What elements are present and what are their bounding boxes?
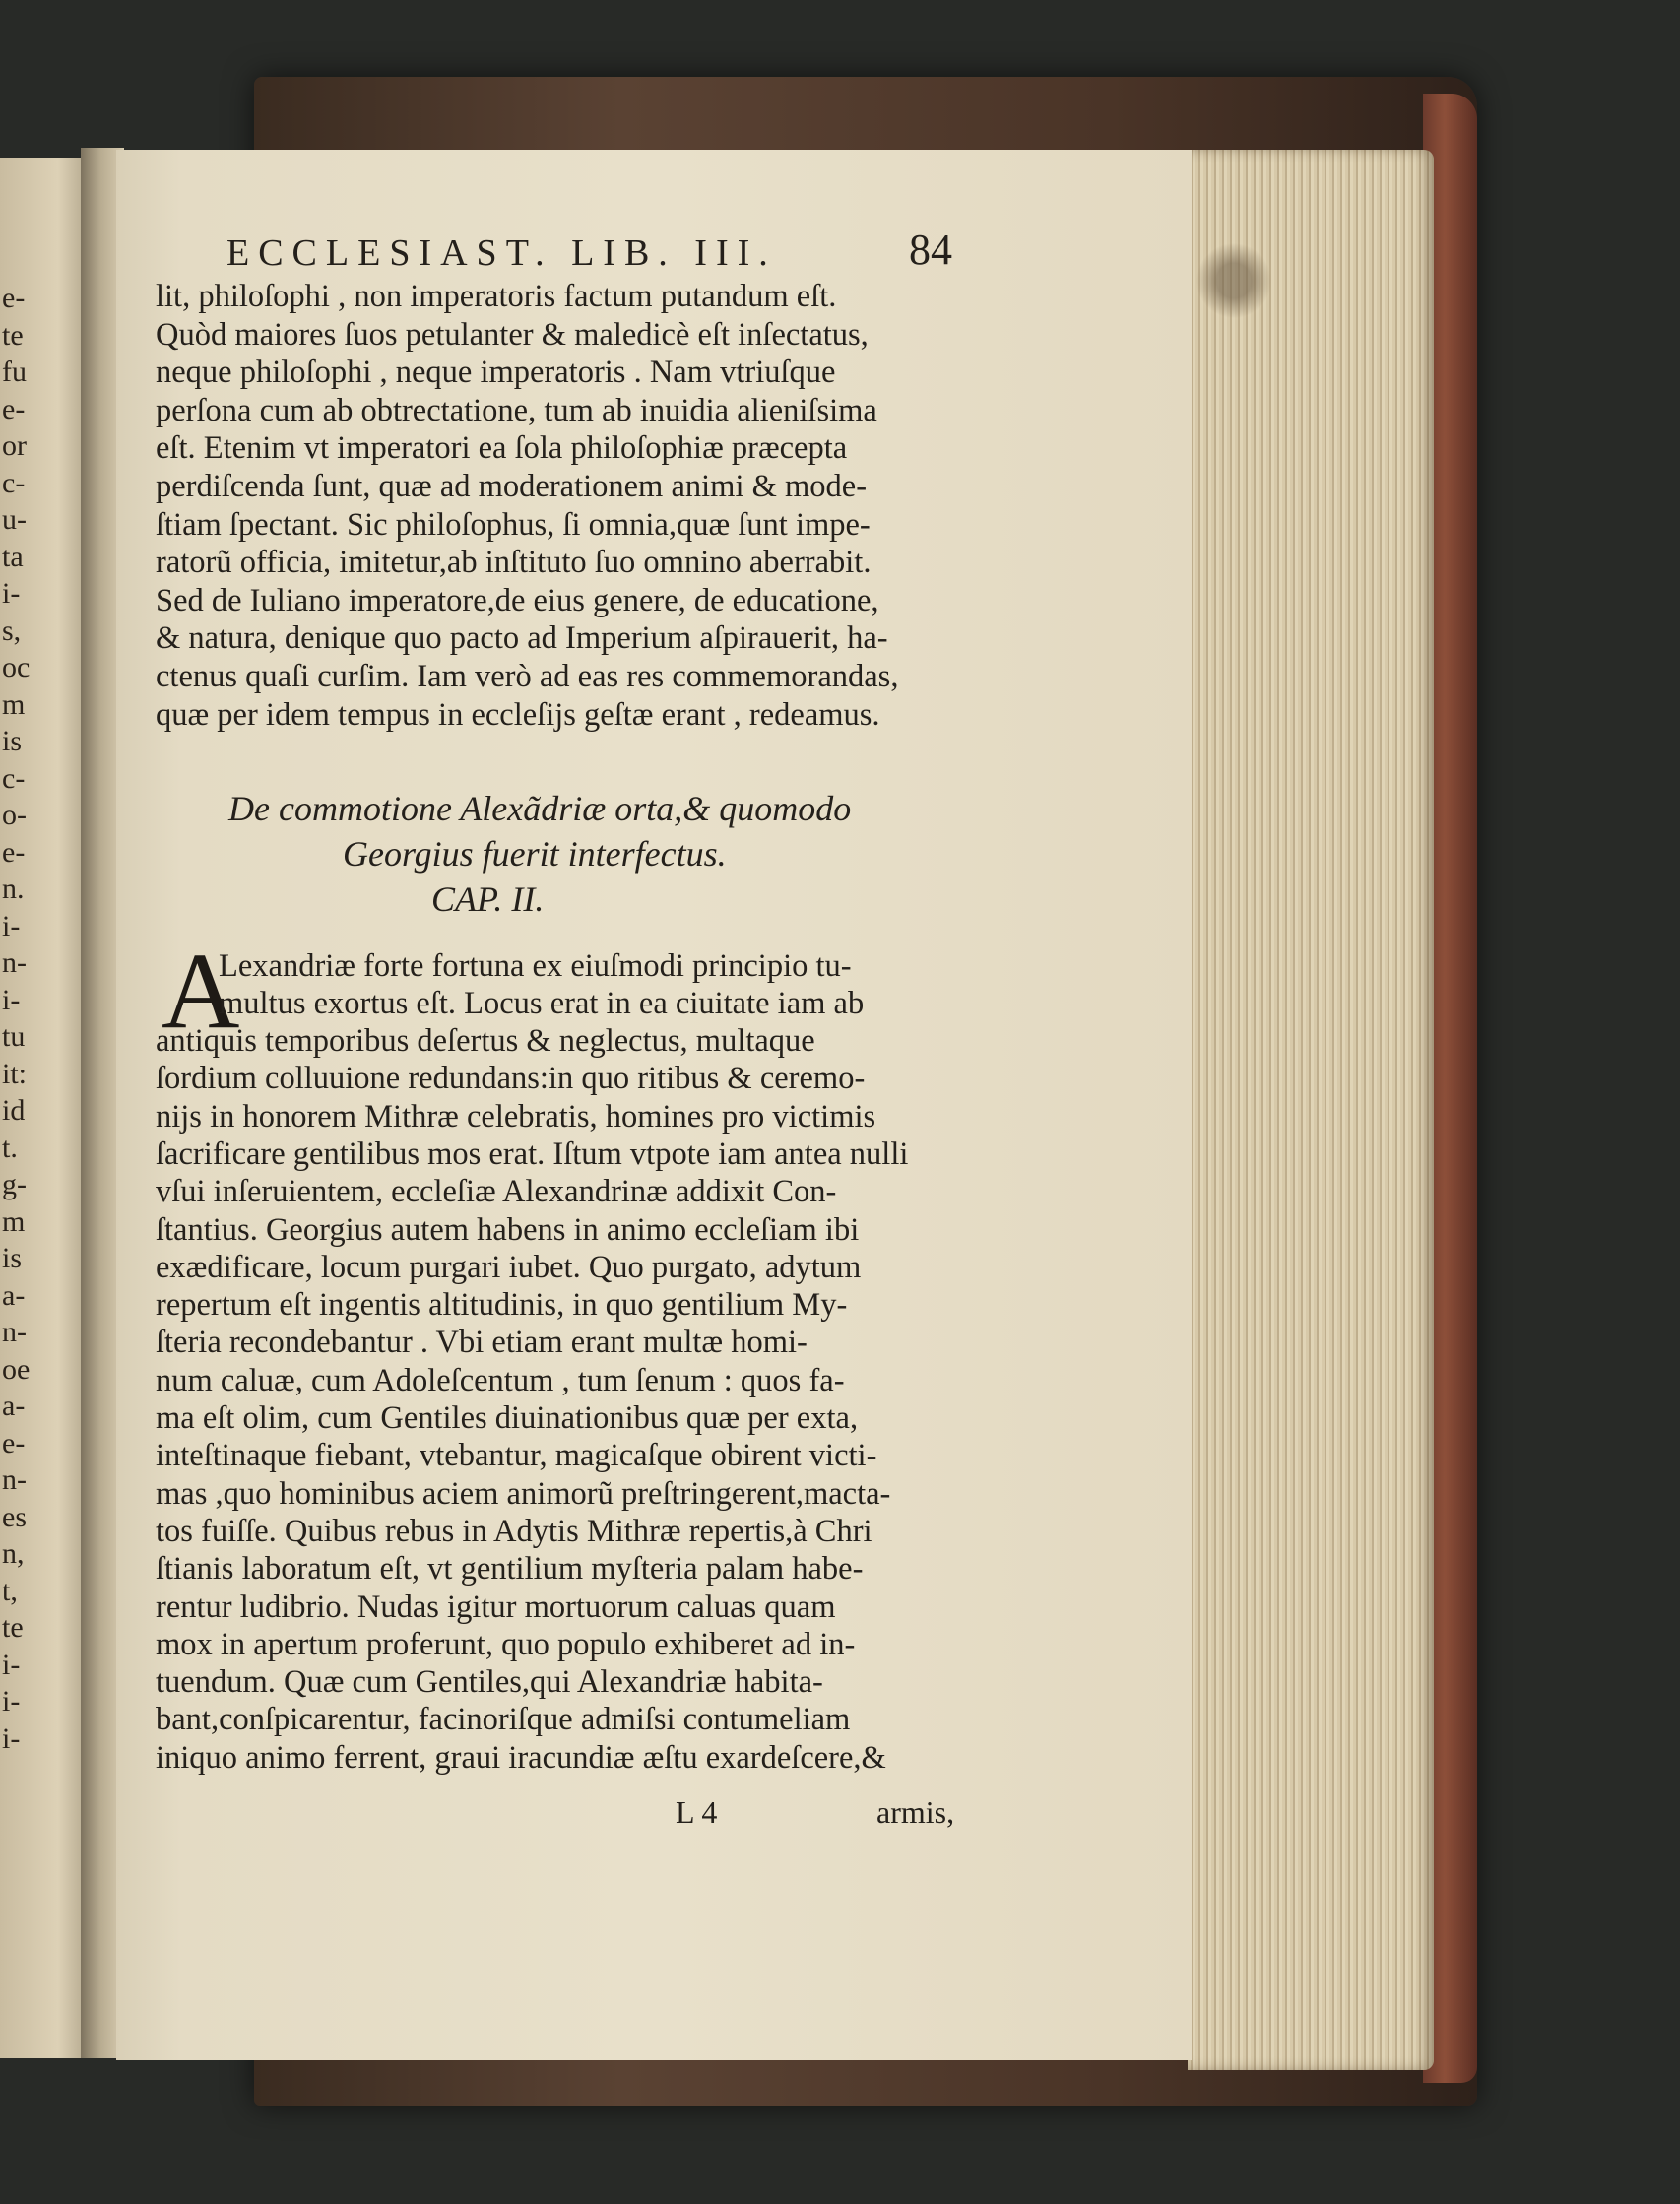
left-page-fragment: t, (2, 1574, 18, 1607)
body-line: ſordium colluuione redundans:in quo ritibus & ceremo- (156, 1061, 866, 1097)
body-line: repertum eſt ingentis altitudinis, in quo gentilium My- (156, 1287, 848, 1324)
body-line: neque philoſophi , neque imperatoris . Nam vtriuſque (156, 355, 836, 391)
left-page-fragment: m (2, 687, 26, 721)
left-page-fragment: ta (2, 540, 24, 573)
left-page-fragment: e- (2, 392, 26, 425)
drop-cap: A (162, 931, 240, 1051)
left-page-fragment: te (2, 1611, 24, 1644)
left-page-fragment: a- (2, 1390, 26, 1422)
left-page-fragment: i- (2, 1721, 21, 1755)
body-line: ctenus quaſi curſim. Iam verò ad eas res commemorandas, (156, 659, 899, 694)
body-line: ſtianis laboratum eſt, vt gentilium myſteria palam habe- (156, 1551, 864, 1588)
left-page-fragment: i- (2, 909, 21, 942)
body-line: inteſtinaque fiebant, vtebantur, magicaſque obirent victi- (156, 1438, 877, 1474)
body-line: tuendum. Quæ cum Gentiles,qui Alexandriæ habita- (156, 1664, 823, 1701)
edge-stain (1190, 236, 1278, 325)
left-page-fragment: i- (2, 1685, 21, 1718)
left-page-fragment: fu (2, 356, 27, 388)
left-page-fragment: s, (2, 614, 22, 647)
left-page-fragment: e- (2, 835, 26, 869)
left-page-fragment: n- (2, 1463, 27, 1496)
body-line: vſui inſeruientem, eccleſiæ Alexandrinæ addixit Con- (156, 1174, 837, 1210)
paragraph-2-line-2: multus exortus eſt. Locus erat in ea ciuitate iam ab (219, 986, 865, 1021)
left-page-fragment: u- (2, 503, 27, 536)
left-page-fragment: e- (2, 282, 26, 314)
left-page-fragment: n, (2, 1537, 25, 1570)
page-edges (1188, 150, 1434, 2070)
body-line: nijs in honorem Mithræ celebratis, homines pro victimis (156, 1098, 876, 1134)
body-line: rentur ludibrio. Nudas igitur mortuorum caluas quam (156, 1588, 836, 1625)
chapter-number: CAP. II. (431, 879, 545, 919)
left-page-fragment: tu (2, 1020, 26, 1053)
left-page-fragment: o- (2, 799, 27, 831)
left-page-fragment: is (2, 1242, 23, 1274)
body-line: ma eſt olim, cum Gentiles diuinationibus quæ per exta, (156, 1400, 859, 1436)
left-page-fragment: t. (2, 1131, 18, 1164)
body-line: ſtantius. Georgius autem habens in animo eccleſiam ibi (156, 1211, 860, 1248)
body-line: iniquo animo ferrent, graui iracundiæ æſtu exardeſcere,& (156, 1739, 886, 1776)
left-page-fragment: oe (2, 1352, 31, 1386)
catchword: armis, (876, 1794, 955, 1830)
body-line: ſacrificare gentilibus mos erat. Iſtum vtpote iam antea nulli (156, 1135, 909, 1172)
body-line: quæ per idem tempus in eccleſijs geſtæ erant , redeamus. (156, 696, 880, 733)
body-line: perdiſcenda ſunt, quæ ad moderationem animi & mode- (156, 469, 868, 504)
page-number: 84 (909, 226, 952, 274)
left-page-fragment: c- (2, 466, 26, 499)
left-page-fragment: oc (2, 651, 31, 683)
body-line: ſtiam ſpectant. Sic philoſophus, ſi omnia,quæ ſunt impe- (156, 506, 871, 543)
left-page-fragment: n. (2, 873, 25, 905)
body-line: Quòd maiores ſuos petulanter & maledicè eſt inſectatus, (156, 316, 869, 353)
body-line: perſona cum ab obtrectatione, tum ab inuidia alieniſsima (156, 392, 877, 428)
body-line: bant,conſpicarentur, facinoriſque admiſsi contumeliam (156, 1702, 851, 1738)
body-line: ſteria recondebantur . Vbi etiam erant multæ homi- (156, 1325, 808, 1361)
body-line: mas ,quo hominibus aciem animorũ preſtringerent,macta- (156, 1475, 891, 1512)
body-line: exædificare, locum purgari iubet. Quo purgato, adytum (156, 1249, 862, 1285)
chapter-heading-line-2: Georgius fuerit interfectus. (343, 834, 727, 874)
left-page-fragment: or (2, 429, 27, 462)
left-page-fragment: a- (2, 1278, 26, 1312)
left-page-fragment: e- (2, 1426, 26, 1459)
left-page-fragment: es (2, 1500, 27, 1533)
left-page-fragment: te (2, 318, 24, 352)
left-page-fragment: m (2, 1204, 26, 1238)
body-line: eſt. Etenim vt imperatori ea ſola philoſophiæ præcepta (156, 430, 848, 467)
left-page-fragment: is (2, 725, 23, 757)
left-page-fragment: n- (2, 946, 27, 979)
left-page-fragment: c- (2, 761, 26, 795)
left-page-fragment: g- (2, 1168, 27, 1200)
body-line: lit, philoſophi , non imperatoris factum putandum eſt. (156, 279, 837, 314)
paragraph-2-line-1: Lexandriæ forte fortuna ex eiuſmodi principio tu- (219, 948, 852, 984)
body-line: Sed de Iuliano imperatore,de eius genere, de educatione, (156, 582, 879, 618)
body-line: antiquis temporibus deſertus & neglectus, multaque (156, 1023, 815, 1059)
left-page-fragment: it: (2, 1057, 28, 1090)
chapter-heading-line-1: De commotione Alexãdriæ orta,& quomodo (228, 789, 852, 828)
body-line: tos fuiſſe. Quibus rebus in Adytis Mithræ repertis,à Chri (156, 1513, 872, 1549)
left-page-fragment: id (2, 1094, 26, 1127)
running-title: ECCLESIAST. LIB. III. (226, 232, 777, 274)
left-page-fragment: i- (2, 983, 21, 1016)
body-line: num caluæ, cum Adoleſcentum , tum ſenum : quos fa- (156, 1362, 845, 1398)
signature-mark: L 4 (676, 1794, 718, 1830)
left-page-fragment: i- (2, 577, 21, 610)
left-page-fragment: i- (2, 1648, 21, 1681)
body-line: mox in apertum proferunt, quo populo exhiberet ad in- (156, 1626, 856, 1662)
body-line: & natura, denique quo pacto ad Imperium aſpirauerit, ha- (156, 620, 888, 657)
body-line: ratorũ officia, imitetur,ab inſtituto ſuo omnino aberrabit. (156, 545, 872, 581)
left-page-fragment: n- (2, 1316, 27, 1348)
